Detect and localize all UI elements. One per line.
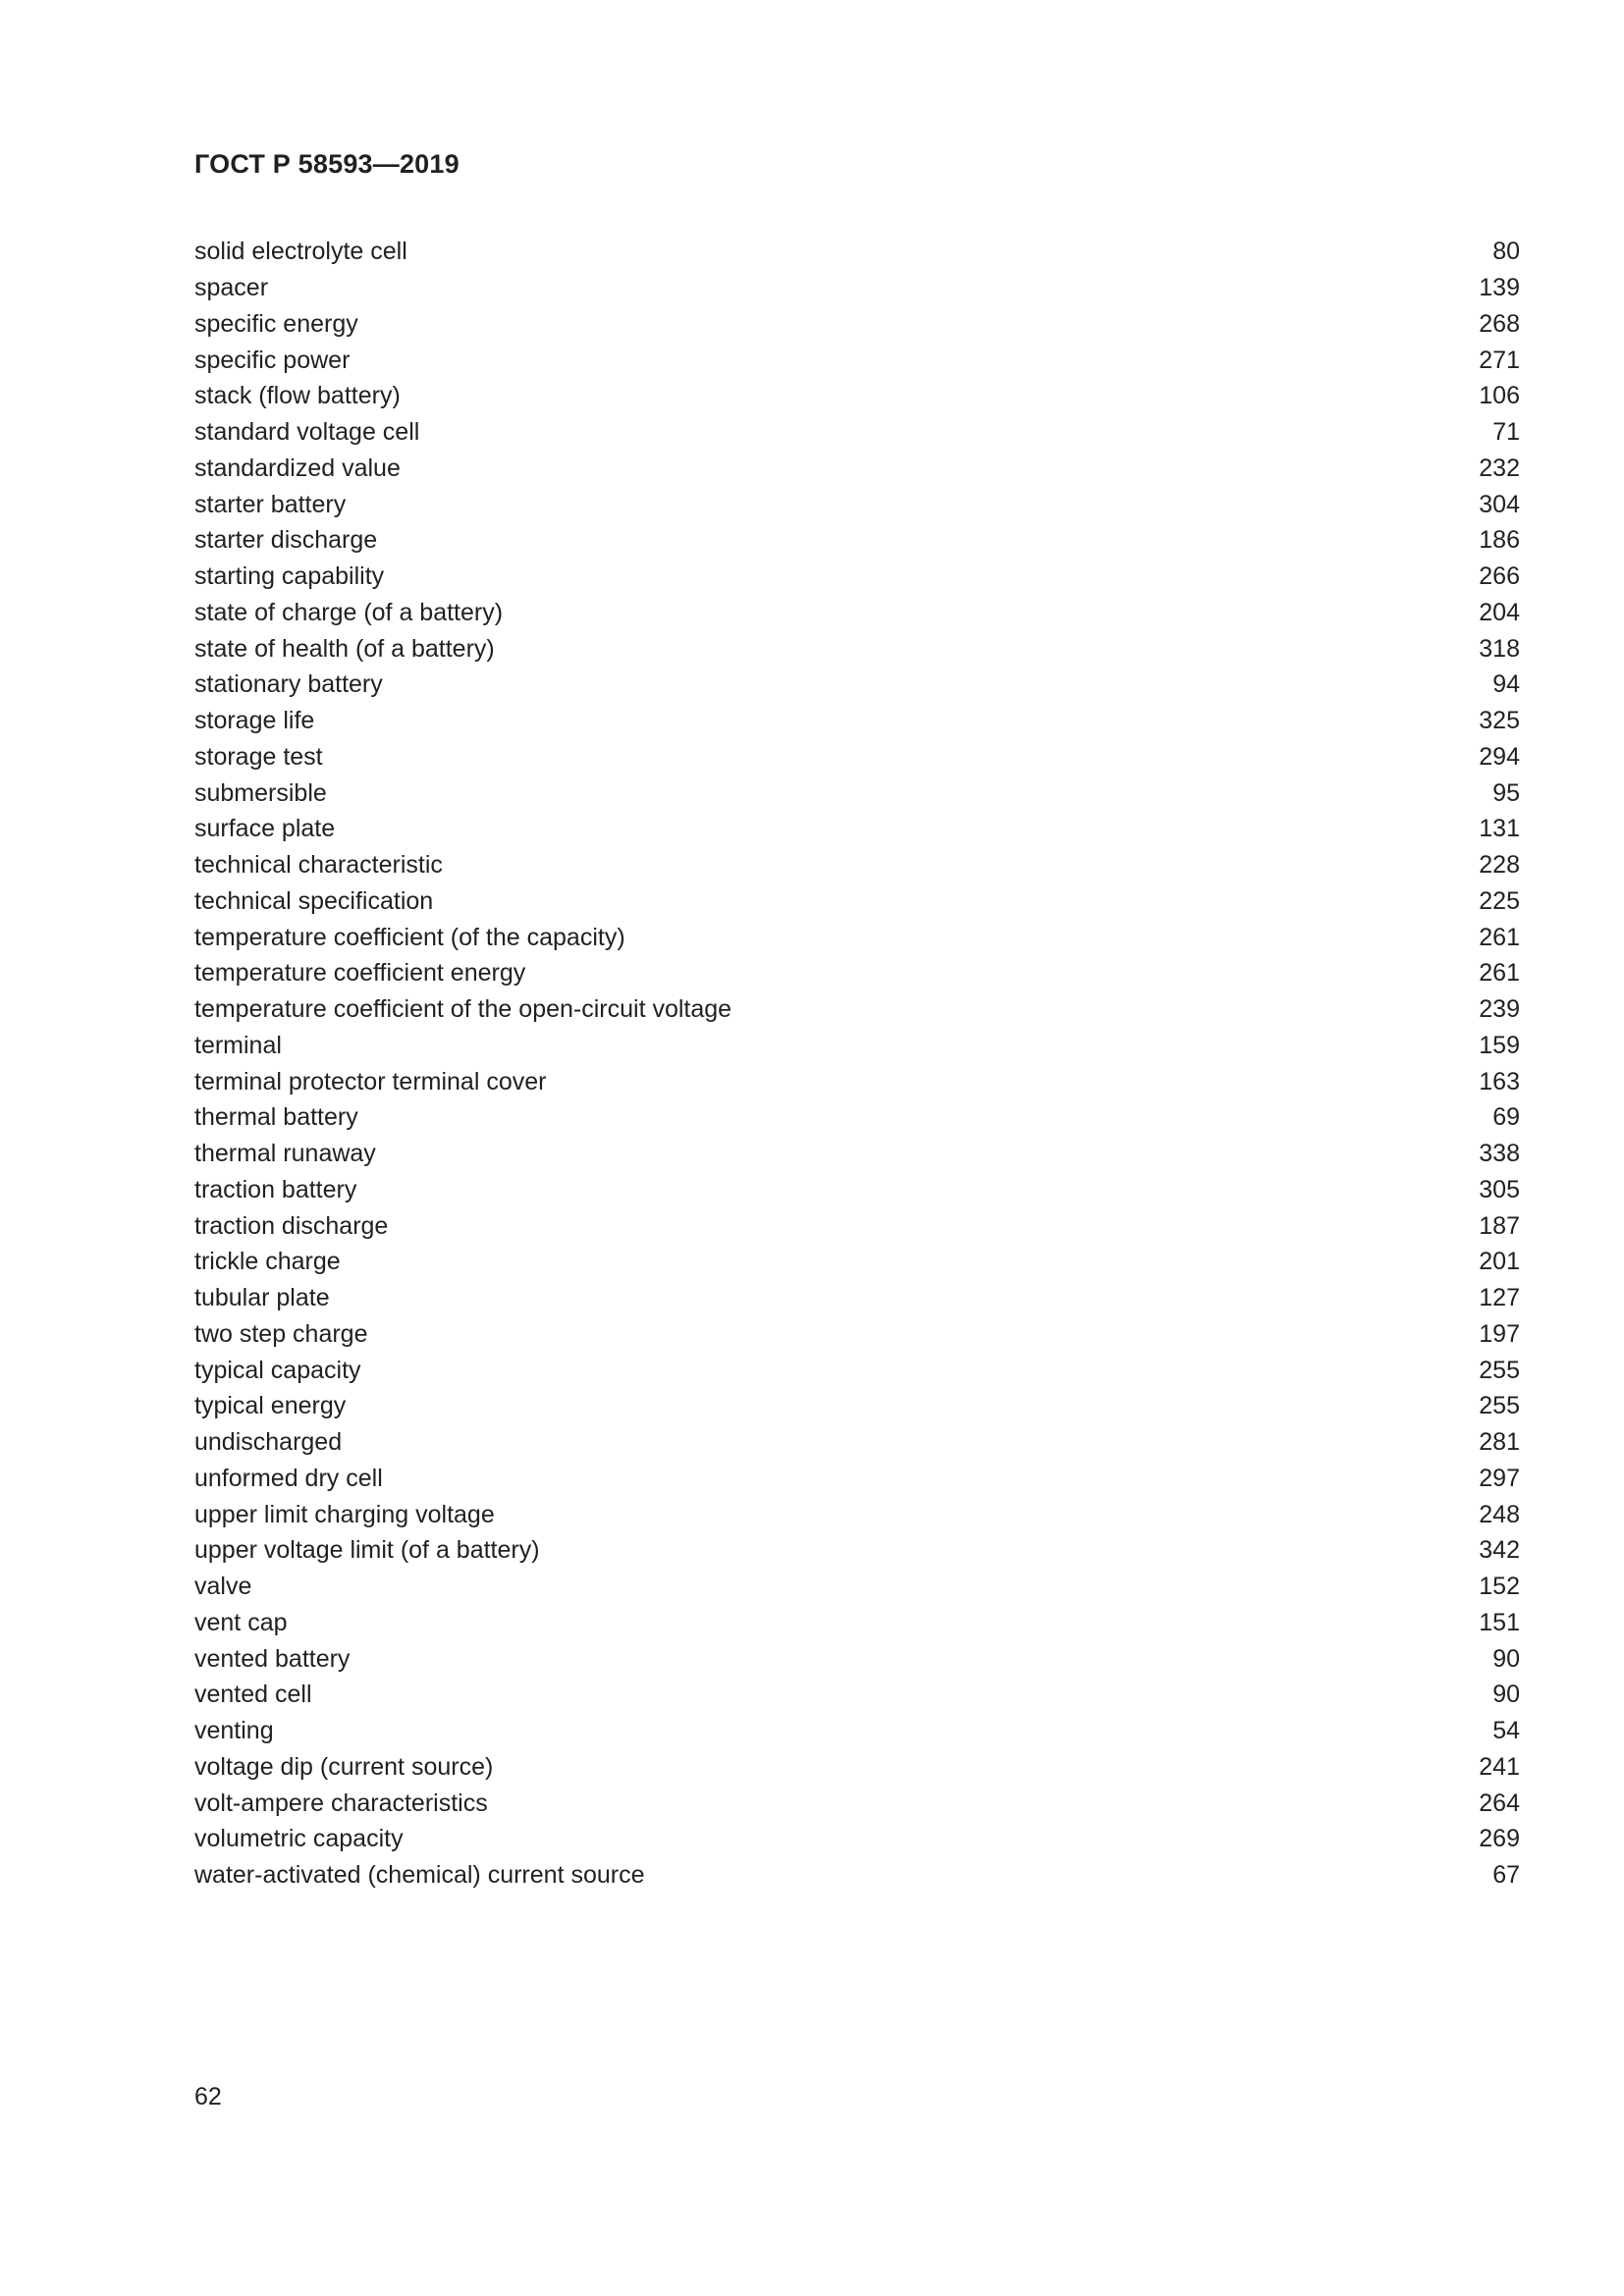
index-term: starter battery (194, 490, 347, 518)
index-entry (194, 1785, 1520, 1821)
index-reference-number: 255 (1479, 1392, 1520, 1420)
index-reference-number: 294 (1479, 742, 1520, 771)
index-entry (194, 1821, 1520, 1857)
index-term: terminal (194, 1031, 282, 1059)
index-entry (194, 1244, 1520, 1280)
index-term: storage life (194, 707, 315, 735)
index-reference-number: 131 (1479, 815, 1520, 843)
index-reference-number: 197 (1479, 1319, 1520, 1348)
index-term: vented cell (194, 1681, 312, 1709)
index-term: technical specification (194, 886, 434, 915)
index-reference-number: 90 (1492, 1681, 1520, 1709)
index-entry (194, 1028, 1520, 1064)
index-reference-number: 269 (1479, 1825, 1520, 1853)
index-reference-number: 152 (1479, 1573, 1520, 1601)
index-entry (194, 1136, 1520, 1172)
index-entry (194, 1172, 1520, 1208)
index-term: starter discharge (194, 526, 378, 555)
index-reference-number: 69 (1492, 1103, 1520, 1132)
index-reference-number: 342 (1479, 1536, 1520, 1565)
index-entry (194, 414, 1520, 451)
index-term: surface plate (194, 815, 336, 843)
index-reference-number: 239 (1479, 995, 1520, 1024)
index-entry (194, 811, 1520, 847)
index-reference-number: 241 (1479, 1752, 1520, 1781)
index-term: water-activated (chemical) current source (194, 1861, 645, 1890)
index-entry (194, 1280, 1520, 1316)
index-reference-number: 264 (1479, 1789, 1520, 1817)
index-entry (194, 234, 1520, 270)
index-reference-number: 187 (1479, 1211, 1520, 1240)
index-entry (194, 1388, 1520, 1424)
index-term: two step charge (194, 1319, 368, 1348)
index-entry (194, 451, 1520, 487)
index-term: traction battery (194, 1175, 357, 1203)
index-reference-number: 201 (1479, 1248, 1520, 1276)
index-reference-number: 271 (1479, 346, 1520, 374)
index-term: upper limit charging voltage (194, 1500, 495, 1528)
index-entry (194, 847, 1520, 883)
term-index-list (194, 234, 1520, 1894)
index-entry (194, 630, 1520, 667)
index-entry (194, 378, 1520, 414)
index-term: thermal runaway (194, 1140, 376, 1168)
index-entry (194, 1424, 1520, 1461)
index-entry (194, 1461, 1520, 1497)
index-term: voltage dip (current source) (194, 1752, 494, 1781)
index-entry (194, 1749, 1520, 1786)
index-reference-number: 325 (1479, 707, 1520, 735)
index-entry (194, 1316, 1520, 1353)
index-reference-number: 268 (1479, 309, 1520, 338)
index-reference-number: 127 (1479, 1284, 1520, 1312)
index-entry (194, 991, 1520, 1028)
index-term: stationary battery (194, 670, 383, 699)
index-entry (194, 559, 1520, 595)
index-entry (194, 1857, 1520, 1894)
index-term: venting (194, 1717, 274, 1745)
index-entry (194, 1605, 1520, 1641)
index-reference-number: 71 (1492, 418, 1520, 447)
index-reference-number: 204 (1479, 598, 1520, 626)
index-entry (194, 1099, 1520, 1136)
page-number: 62 (194, 2083, 222, 2110)
index-term: specific power (194, 346, 351, 374)
index-term: typical capacity (194, 1356, 361, 1384)
index-entry (194, 919, 1520, 955)
index-entry (194, 1352, 1520, 1388)
index-term: standardized value (194, 454, 401, 482)
index-entry (194, 1532, 1520, 1569)
index-term: volt-ampere characteristics (194, 1789, 488, 1817)
index-entry (194, 342, 1520, 378)
index-term: upper voltage limit (of a battery) (194, 1536, 540, 1565)
document-header: ГОСТ Р 58593—2019 (194, 149, 460, 179)
index-entry (194, 1496, 1520, 1532)
index-term: vent cap (194, 1608, 288, 1636)
index-term: temperature coefficient (of the capacity) (194, 923, 625, 951)
index-term: valve (194, 1573, 252, 1601)
index-reference-number: 94 (1492, 670, 1520, 699)
index-term: submersible (194, 778, 327, 807)
index-term: tubular plate (194, 1284, 330, 1312)
index-reference-number: 151 (1479, 1608, 1520, 1636)
index-reference-number: 255 (1479, 1356, 1520, 1384)
index-reference-number: 261 (1479, 923, 1520, 951)
index-reference-number: 106 (1479, 382, 1520, 410)
index-entry (194, 522, 1520, 559)
index-reference-number: 90 (1492, 1644, 1520, 1673)
index-reference-number: 248 (1479, 1500, 1520, 1528)
index-reference-number: 266 (1479, 562, 1520, 591)
index-term: vented battery (194, 1644, 351, 1673)
index-reference-number: 318 (1479, 634, 1520, 663)
index-entry (194, 1207, 1520, 1244)
index-entry (194, 703, 1520, 739)
index-reference-number: 54 (1492, 1717, 1520, 1745)
index-term: typical energy (194, 1392, 347, 1420)
index-term: technical characteristic (194, 851, 443, 880)
index-term: standard voltage cell (194, 418, 420, 447)
index-reference-number: 281 (1479, 1428, 1520, 1457)
index-term: trickle charge (194, 1248, 341, 1276)
index-term: specific energy (194, 309, 358, 338)
index-term: solid electrolyte cell (194, 238, 407, 266)
index-term: state of health (of a battery) (194, 634, 495, 663)
index-reference-number: 159 (1479, 1031, 1520, 1059)
index-entry (194, 306, 1520, 343)
index-term: undischarged (194, 1428, 343, 1457)
index-entry (194, 1640, 1520, 1677)
index-reference-number: 305 (1479, 1175, 1520, 1203)
index-reference-number: 80 (1492, 238, 1520, 266)
index-term: terminal protector terminal cover (194, 1067, 547, 1095)
index-reference-number: 338 (1479, 1140, 1520, 1168)
index-reference-number: 232 (1479, 454, 1520, 482)
index-entry (194, 1063, 1520, 1099)
index-entry (194, 486, 1520, 522)
index-entry (194, 739, 1520, 775)
index-term: volumetric capacity (194, 1825, 404, 1853)
index-term: temperature coefficient of the open-circuit voltage (194, 995, 732, 1024)
index-term: temperature coefficient energy (194, 959, 526, 988)
index-reference-number: 139 (1479, 274, 1520, 302)
index-entry (194, 1569, 1520, 1605)
index-entry (194, 595, 1520, 631)
index-term: starting capability (194, 562, 385, 591)
index-reference-number: 225 (1479, 886, 1520, 915)
index-entry (194, 667, 1520, 703)
index-term: spacer (194, 274, 269, 302)
index-reference-number: 67 (1492, 1861, 1520, 1890)
index-term: unformed dry cell (194, 1464, 383, 1492)
index-entry (194, 774, 1520, 811)
index-term: state of charge (of a battery) (194, 598, 504, 626)
index-reference-number: 163 (1479, 1067, 1520, 1095)
index-reference-number: 297 (1479, 1464, 1520, 1492)
index-term: traction discharge (194, 1211, 389, 1240)
index-term: thermal battery (194, 1103, 358, 1132)
index-reference-number: 228 (1479, 851, 1520, 880)
index-reference-number: 95 (1492, 778, 1520, 807)
index-reference-number: 261 (1479, 959, 1520, 988)
index-entry (194, 955, 1520, 991)
index-entry (194, 270, 1520, 306)
index-reference-number: 186 (1479, 526, 1520, 555)
index-term: stack (flow battery) (194, 382, 401, 410)
index-entry (194, 1677, 1520, 1713)
index-reference-number: 304 (1479, 490, 1520, 518)
index-entry (194, 883, 1520, 920)
index-entry (194, 1713, 1520, 1749)
index-term: storage test (194, 742, 323, 771)
